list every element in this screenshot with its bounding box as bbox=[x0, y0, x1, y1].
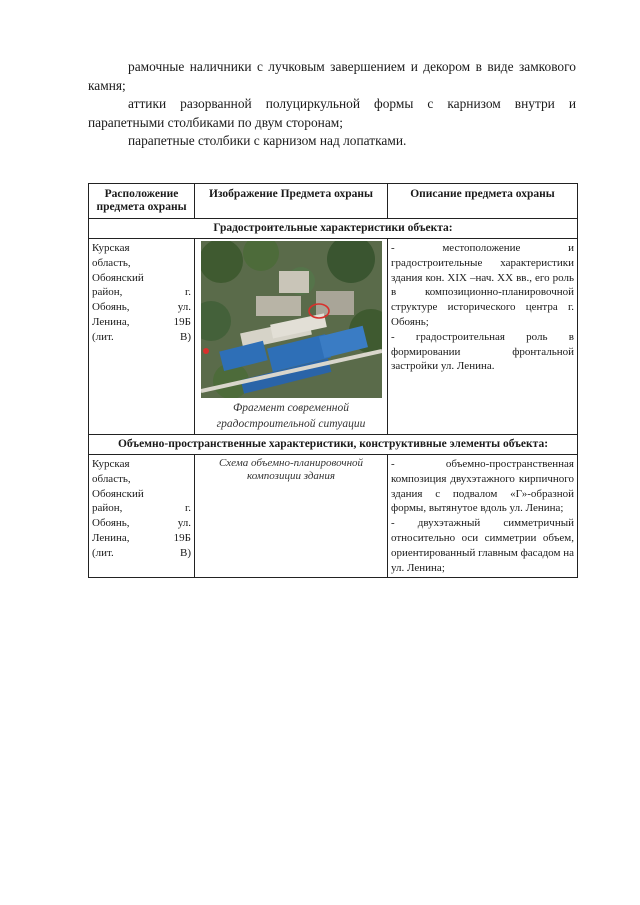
description-item: - местоположение и градостроительные характеристики здания кон. XIX –нач. XX вв., его роль в композиционно-планировочной структуре исторического центра г. Обоянь; bbox=[391, 242, 574, 328]
description-cell bbox=[388, 239, 578, 435]
header-image: Изображение Предмета охраны bbox=[195, 184, 388, 219]
description-item: - объемно-пространственная композиция двухэтажного кирпичного здания с подвалом «Г»-образной формы, вытянутое вдоль ул. Ленина; bbox=[391, 458, 574, 515]
location-line: область, bbox=[92, 472, 131, 485]
location-line: область, bbox=[92, 256, 131, 269]
protection-table bbox=[88, 183, 578, 578]
location-line: Ленина, 19Б bbox=[92, 531, 191, 544]
location-line: Обоянский bbox=[92, 271, 144, 284]
scheme-caption: Схема объемно-планировочной композиции здания bbox=[218, 457, 364, 482]
intro-paragraph-3: парапетные столбики с карнизом над лопатками. bbox=[128, 133, 407, 148]
location-line: Обоянь, ул. bbox=[92, 517, 191, 530]
section-row-volume bbox=[89, 435, 578, 455]
header-location: Расположение предмета охраны bbox=[89, 184, 195, 219]
image-cell bbox=[195, 455, 388, 578]
description-item: - градостроительная роль в формировании фронтальной застройки ул. Ленина. bbox=[391, 330, 574, 373]
section-row-urban bbox=[89, 219, 578, 239]
table-row bbox=[89, 239, 578, 435]
section-title-urban: Градостроительные характеристики объекта: bbox=[89, 219, 578, 239]
location-line: (лит. В) bbox=[92, 330, 191, 343]
description-cell bbox=[388, 455, 578, 578]
location-cell bbox=[89, 455, 195, 578]
image-caption: Фрагмент современной градостроительной ситуации bbox=[216, 402, 366, 430]
location-line: Курская bbox=[92, 458, 130, 470]
intro-paragraph-1: рамочные наличники с лучковым завершением и декором в виде замкового камня; bbox=[88, 59, 576, 93]
location-line: район, г. bbox=[92, 502, 191, 515]
location-line: (лит. В) bbox=[92, 546, 191, 559]
location-line: Обоянь, ул. bbox=[92, 301, 191, 314]
table-header-row bbox=[89, 184, 578, 219]
section-title-volume: Объемно-пространственные характеристики, конструктивные элементы объекта: bbox=[89, 435, 578, 455]
location-line: Курская bbox=[92, 242, 130, 254]
header-description: Описание предмета охраны bbox=[388, 184, 578, 219]
location-line: Ленина, 19Б bbox=[92, 315, 191, 328]
table-row bbox=[89, 455, 578, 578]
description-item: - двухэтажный симметричный относительно оси симметрии объем, ориентированный главным фасадом на ул. Ленина; bbox=[391, 517, 574, 574]
image-cell bbox=[195, 239, 388, 435]
aerial-photo bbox=[201, 241, 382, 398]
location-line: район, г. bbox=[92, 286, 191, 299]
intro-text bbox=[88, 58, 576, 151]
intro-paragraph-2: аттики разорванной полуциркульной формы с карнизом внутри и парапетными столбиками по двум сторонам; bbox=[88, 96, 576, 130]
location-line: Обоянский bbox=[92, 487, 144, 500]
location-cell bbox=[89, 239, 195, 435]
